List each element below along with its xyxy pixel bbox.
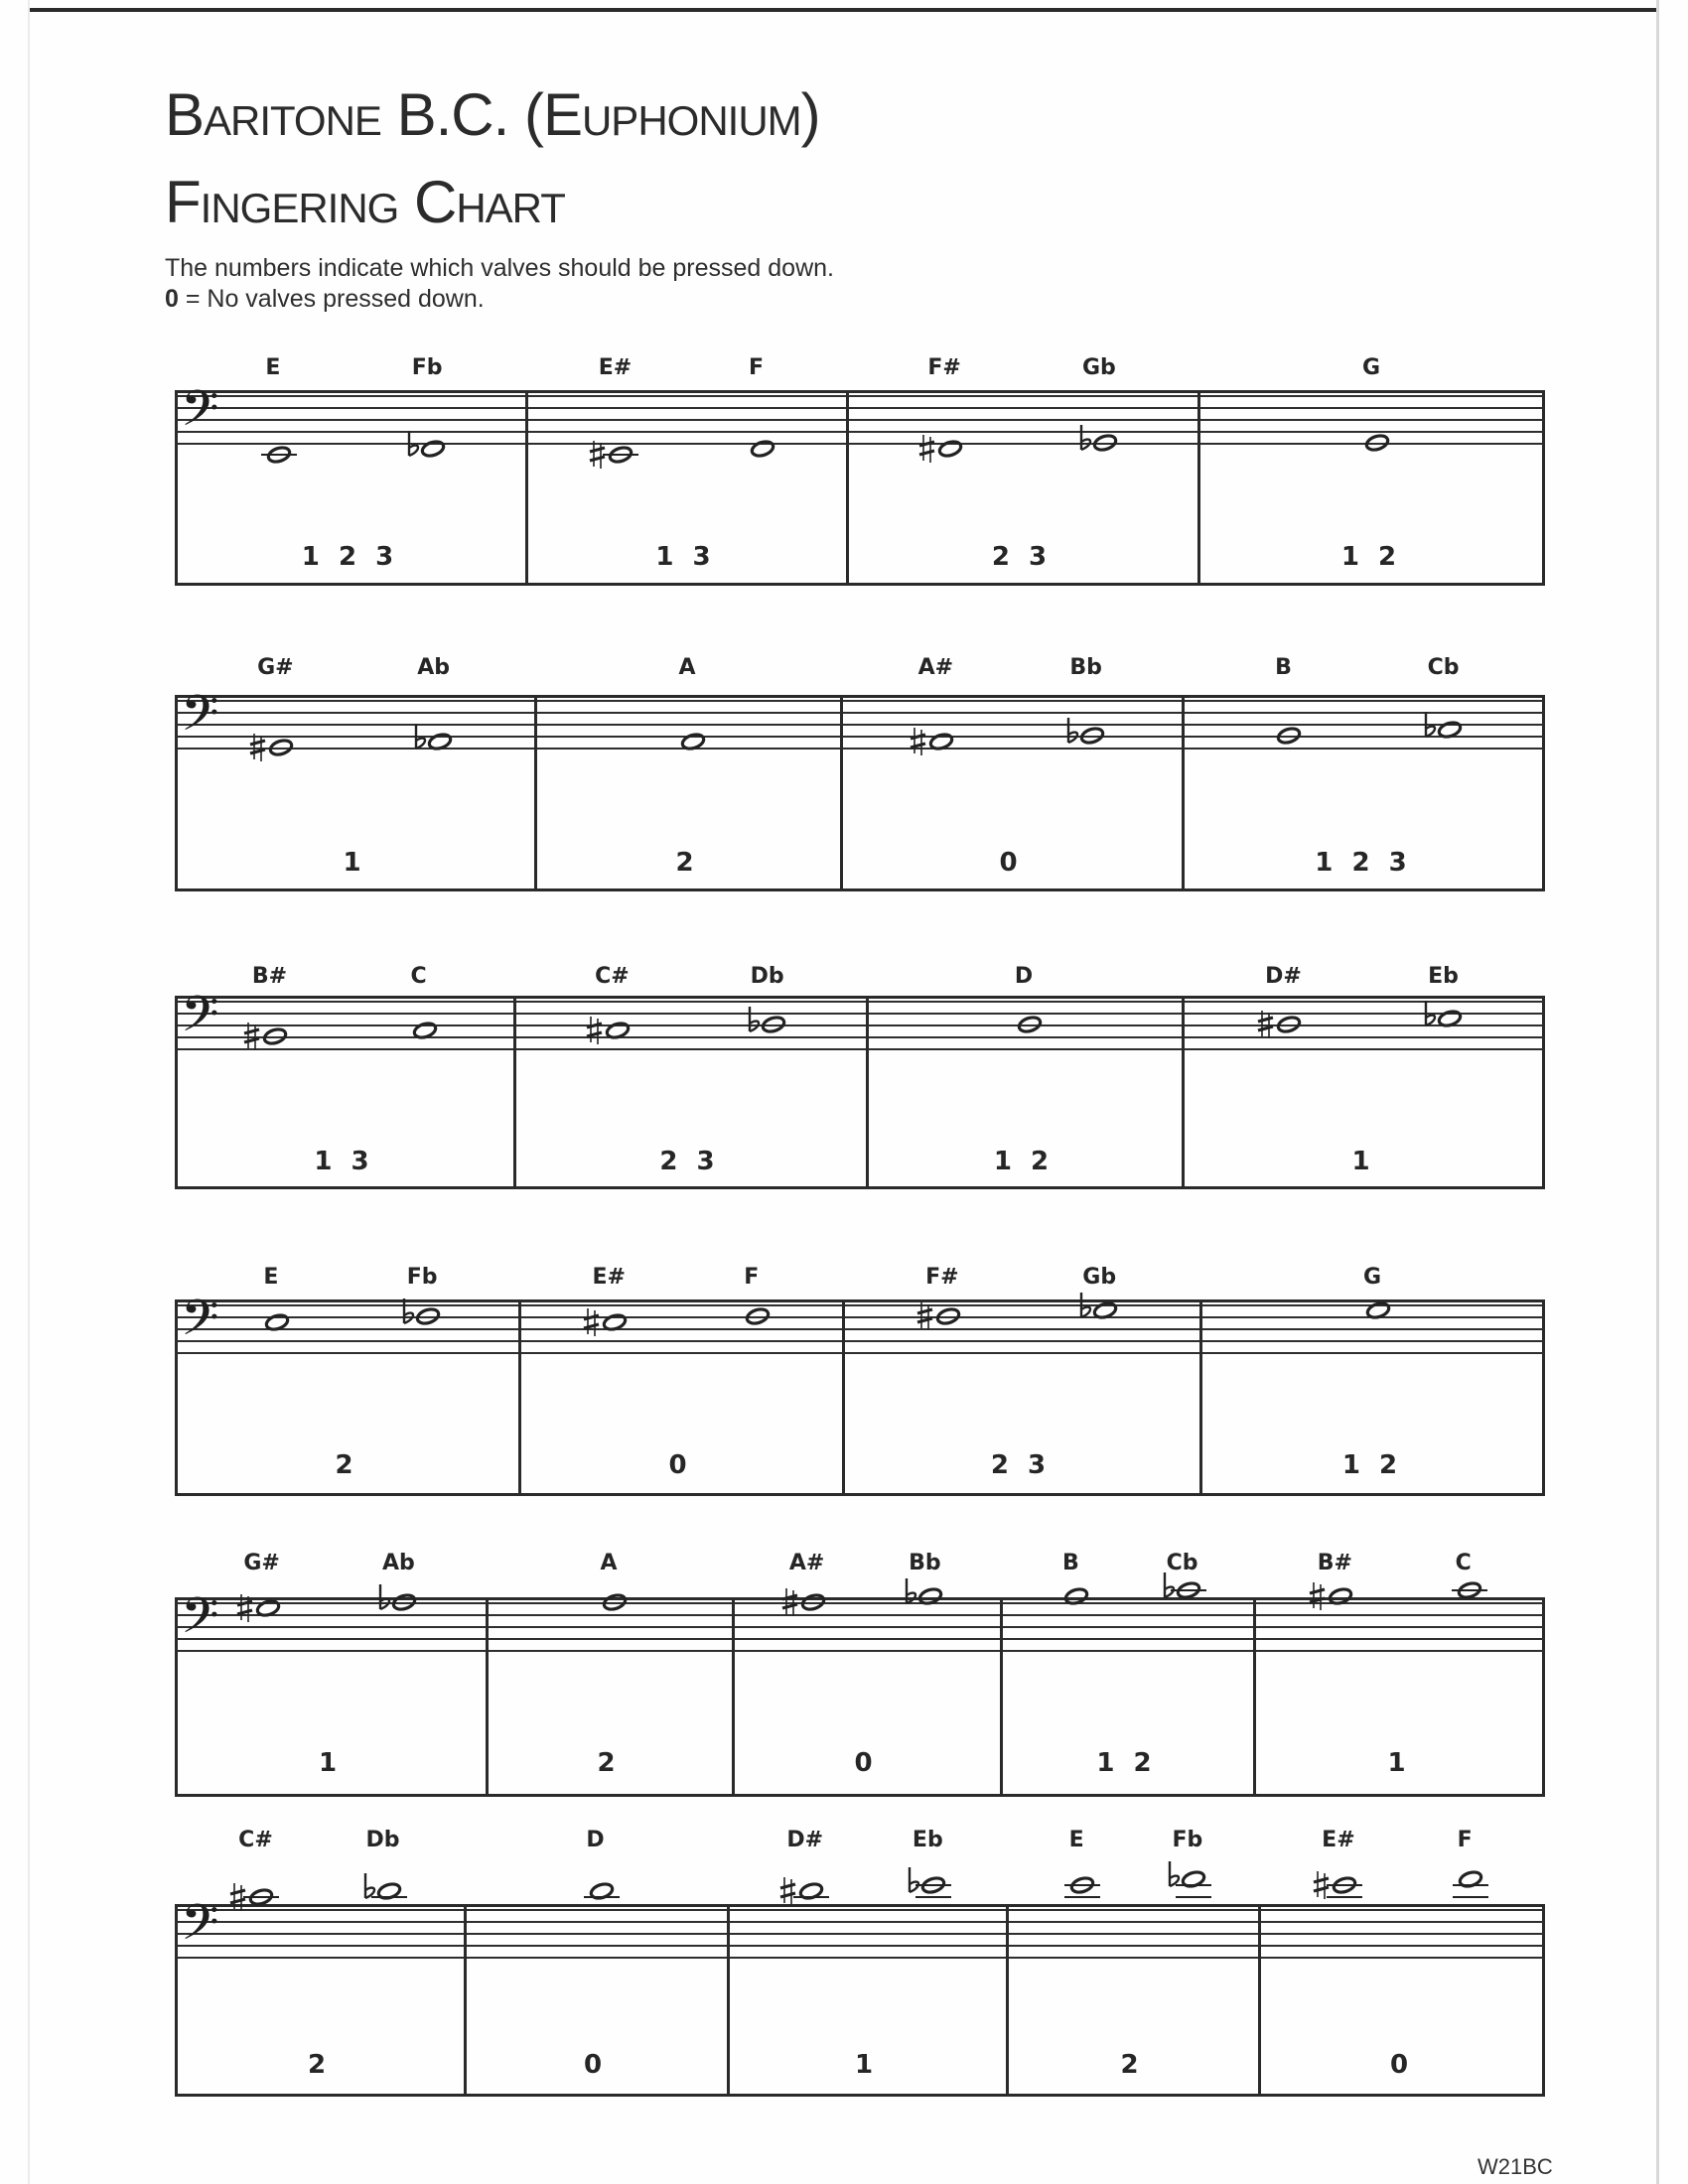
staff-line: [175, 1921, 1545, 1923]
note-name: D#: [786, 1828, 824, 1852]
staff-line: [175, 407, 1545, 409]
flat-icon: [365, 1873, 374, 1898]
note-glyph: [569, 1572, 648, 1632]
note-name: B#: [251, 964, 288, 989]
note-glyph: [768, 1572, 847, 1632]
note-name: B: [1275, 655, 1292, 680]
note-glyph: [1047, 706, 1126, 765]
flat-icon: [404, 1298, 413, 1323]
valve-fingering: 1 3: [314, 1147, 374, 1176]
valve-fingering: 1 2: [1096, 1748, 1157, 1778]
whole-note-icon: [1093, 1300, 1118, 1319]
note-name: Gb: [1082, 1265, 1117, 1290]
cell-divider: [1182, 695, 1185, 891]
flat-icon: [1068, 718, 1077, 743]
bass-clef-icon: 𝄢: [181, 1290, 219, 1359]
note-glyph: [572, 1001, 651, 1060]
whole-note-icon: [1079, 726, 1104, 745]
valve-fingering: 2 3: [659, 1147, 720, 1176]
page-top-rule: [30, 8, 1658, 12]
note-glyph: [905, 419, 984, 478]
note-name: F: [1457, 1828, 1473, 1852]
whole-note-icon: [918, 1586, 943, 1605]
note-glyph: [1333, 1281, 1412, 1340]
cell-divider: [727, 1904, 730, 2097]
note-name: E: [263, 1265, 279, 1290]
whole-note-icon: [938, 439, 963, 458]
note-glyph: [1059, 1281, 1139, 1340]
whole-note-icon: [263, 1026, 288, 1045]
note-glyph: [569, 1293, 648, 1352]
whole-note-icon: [603, 1312, 628, 1331]
note-name: Fb: [411, 355, 443, 380]
flat-icon: [910, 1867, 918, 1892]
note-name: F: [749, 355, 765, 380]
page-edge-right: [1656, 0, 1659, 2184]
note-glyph: [888, 1855, 967, 1915]
note-name: Eb: [1428, 964, 1459, 989]
whole-note-icon: [269, 738, 294, 756]
cell-divider: [840, 695, 843, 891]
whole-note-icon: [929, 732, 954, 751]
valve-fingering: 1: [318, 1748, 343, 1778]
note-name: E#: [592, 1265, 626, 1290]
note-glyph: [1059, 413, 1139, 473]
cell-divider: [1006, 1904, 1009, 2097]
note-glyph: [1404, 989, 1483, 1048]
note-name: Fb: [406, 1265, 438, 1290]
cell-divider: [1000, 1597, 1003, 1797]
bass-clef-icon: 𝄢: [181, 1894, 219, 1964]
cell-divider: [464, 1904, 467, 2097]
cell-divider: [1197, 390, 1200, 586]
valve-fingering: 1 2 3: [301, 542, 399, 572]
flat-icon: [1170, 1861, 1179, 1886]
note-name: E#: [1322, 1828, 1355, 1852]
note-name: C: [1455, 1551, 1472, 1575]
valve-fingering: 0: [854, 1748, 878, 1778]
note-name: A: [600, 1551, 618, 1575]
valve-fingering: 2: [597, 1748, 621, 1778]
note-glyph: [1425, 1849, 1504, 1909]
sharp-icon: [587, 1017, 602, 1044]
whole-note-icon: [606, 1021, 631, 1039]
staff-line: [175, 1650, 1545, 1652]
whole-note-icon: [1365, 433, 1390, 452]
note-glyph: [379, 1001, 459, 1060]
note-glyph: [1031, 1567, 1110, 1626]
whole-note-icon: [603, 1592, 628, 1611]
note-glyph: [885, 1567, 964, 1626]
flat-icon: [1081, 425, 1090, 450]
whole-note-icon: [1329, 1586, 1353, 1605]
note-name: A#: [788, 1551, 825, 1575]
page-edge-left: [28, 0, 30, 2184]
flat-icon: [907, 1578, 915, 1603]
note-glyph: [728, 995, 807, 1054]
valve-fingering: 1 2: [1340, 542, 1402, 572]
note-glyph: [556, 1861, 635, 1921]
flat-icon: [380, 1584, 389, 1609]
note-name: D: [586, 1828, 605, 1852]
note-name: Cb: [1166, 1551, 1198, 1575]
sharp-icon: [1258, 1011, 1273, 1038]
whole-note-icon: [412, 1021, 437, 1039]
note-glyph: [575, 425, 654, 484]
valve-fingering: 1: [343, 848, 366, 878]
flat-icon: [1165, 1572, 1174, 1597]
note-glyph: [231, 1293, 311, 1352]
note-name: Bb: [1069, 655, 1102, 680]
sharp-icon: [230, 1883, 245, 1911]
note-name: C#: [238, 1828, 273, 1852]
note-name: Fb: [1172, 1828, 1203, 1852]
note-glyph: [1243, 706, 1323, 765]
whole-note-icon: [681, 732, 706, 751]
cell-divider: [534, 695, 537, 891]
note-name: F#: [925, 1265, 959, 1290]
note-name: G#: [257, 655, 294, 680]
valve-fingering: 2: [675, 848, 699, 878]
note-name: A: [678, 655, 696, 680]
cell-divider: [842, 1299, 845, 1496]
whole-note-icon: [1437, 1009, 1462, 1027]
whole-note-icon: [745, 1306, 770, 1325]
intro-legend-zero: 0: [165, 285, 179, 313]
whole-note-icon: [935, 1306, 960, 1325]
valve-fingering: 1 2: [993, 1147, 1055, 1176]
valve-fingering: 0: [1389, 2050, 1414, 2080]
note-glyph: [344, 1861, 423, 1921]
whole-note-icon: [1437, 720, 1462, 739]
whole-note-icon: [1092, 433, 1117, 452]
intro-legend: [165, 287, 485, 312]
cell-divider: [732, 1597, 735, 1797]
valve-fingering: 2: [1120, 2050, 1144, 2080]
note-glyph: [903, 1287, 982, 1346]
valve-fingering: 2 3: [990, 1450, 1052, 1480]
note-name: D#: [1265, 964, 1302, 989]
whole-note-icon: [1277, 726, 1302, 745]
note-glyph: [235, 718, 315, 777]
note-glyph: [1424, 1561, 1503, 1620]
bass-clef-icon: 𝄢: [181, 380, 219, 450]
staff-line: [175, 1933, 1545, 1935]
sharp-icon: [244, 1023, 259, 1050]
cell-divider: [1253, 1597, 1256, 1797]
sharp-icon: [237, 1594, 252, 1622]
cell-divider: [1199, 1299, 1202, 1496]
intro-legend-text: = No valves pressed down.: [178, 285, 485, 313]
note-glyph: [1404, 700, 1483, 759]
sharp-icon: [584, 1308, 599, 1336]
whole-note-icon: [427, 732, 452, 751]
cell-divider: [1182, 996, 1185, 1189]
staff-line: [175, 724, 1545, 726]
flat-icon: [1426, 712, 1435, 737]
cell-divider: [518, 1299, 521, 1496]
sharp-icon: [780, 1877, 795, 1905]
note-glyph: [358, 1572, 438, 1632]
note-glyph: [382, 1287, 462, 1346]
valve-fingering: 1 3: [655, 542, 716, 572]
flat-icon: [1081, 1293, 1090, 1317]
note-name: A#: [917, 655, 954, 680]
staff-line: [175, 1957, 1545, 1959]
staff-line: [175, 1945, 1545, 1947]
cell-divider: [486, 1597, 489, 1797]
note-name: Db: [750, 964, 784, 989]
sharp-icon: [1314, 1871, 1329, 1899]
page-code: W21BC: [1477, 2154, 1553, 2179]
intro-text: The numbers indicate which valves should be pressed down.: [165, 254, 834, 282]
note-glyph: [222, 1578, 302, 1638]
sharp-icon: [590, 441, 605, 469]
valve-fingering: 2: [335, 1450, 358, 1480]
whole-note-icon: [416, 1306, 441, 1325]
note-name: G#: [243, 1551, 280, 1575]
note-glyph: [1295, 1567, 1374, 1626]
valve-fingering: 1 2 3: [1315, 848, 1412, 878]
note-glyph: [1332, 413, 1411, 473]
note-glyph: [647, 712, 727, 771]
staff-line: [175, 1352, 1545, 1354]
note-name: D: [1014, 964, 1034, 989]
note-name: E: [265, 355, 281, 380]
whole-note-icon: [750, 439, 774, 458]
whole-note-icon: [1018, 1015, 1043, 1033]
sharp-icon: [250, 734, 265, 761]
note-glyph: [1037, 1855, 1116, 1915]
note-name: Ab: [417, 655, 451, 680]
note-name: G: [1362, 1265, 1382, 1290]
valve-fingering: 0: [999, 848, 1023, 878]
bass-clef-icon: 𝄢: [181, 1587, 219, 1657]
staff-line: [175, 1340, 1545, 1342]
note-glyph: [394, 712, 474, 771]
cell-divider: [846, 390, 849, 586]
note-glyph: [717, 419, 796, 478]
cell-divider: [1258, 1904, 1261, 2097]
valve-fingering: 1: [854, 2050, 879, 2080]
valve-fingering: 1 2: [1341, 1450, 1403, 1480]
note-name: Cb: [1427, 655, 1460, 680]
staff-line: [175, 395, 1545, 397]
whole-note-icon: [392, 1592, 417, 1611]
staff-line: [175, 700, 1545, 702]
whole-note-icon: [1366, 1300, 1391, 1319]
whole-note-icon: [421, 439, 446, 458]
valve-fingering: 1: [1387, 1748, 1411, 1778]
whole-note-icon: [255, 1598, 280, 1617]
note-glyph: [215, 1867, 295, 1927]
note-glyph: [1143, 1561, 1222, 1620]
staff-line: [175, 748, 1545, 750]
whole-note-icon: [1064, 1586, 1089, 1605]
note-name: B#: [1317, 1551, 1352, 1575]
valve-fingering: 2: [307, 2050, 332, 2080]
sharp-icon: [1310, 1582, 1325, 1610]
cell-divider: [513, 996, 516, 1189]
sharp-icon: [911, 728, 925, 755]
whole-note-icon: [264, 1312, 289, 1331]
valve-fingering: 1: [1351, 1147, 1375, 1176]
sharp-icon: [919, 435, 934, 463]
note-name: Gb: [1081, 355, 1116, 380]
page-title-line-2: Fingering Chart: [165, 169, 565, 235]
flat-icon: [750, 1007, 759, 1031]
note-name: Db: [365, 1828, 400, 1852]
flat-icon: [416, 724, 425, 749]
note-name: C#: [595, 964, 630, 989]
cell-divider: [525, 390, 528, 586]
note-glyph: [387, 419, 467, 478]
valve-fingering: 0: [668, 1450, 692, 1480]
note-name: E: [1068, 1828, 1084, 1852]
sharp-icon: [917, 1302, 932, 1330]
note-name: E#: [598, 355, 633, 380]
note-glyph: [229, 1007, 309, 1066]
note-glyph: [1243, 995, 1323, 1054]
valve-fingering: 0: [583, 2050, 608, 2080]
staff-line: [175, 1638, 1545, 1640]
staff-line: [175, 712, 1545, 714]
bass-clef-icon: 𝄢: [181, 986, 219, 1055]
cell-divider: [866, 996, 869, 1189]
note-name: G: [1361, 355, 1381, 380]
bass-clef-icon: 𝄢: [181, 685, 219, 754]
note-name: F: [744, 1265, 760, 1290]
note-glyph: [233, 425, 313, 484]
note-name: Bb: [909, 1551, 941, 1575]
note-glyph: [1148, 1849, 1227, 1909]
note-name: Ab: [381, 1551, 415, 1575]
whole-note-icon: [761, 1015, 785, 1033]
page-title-line-1: Baritone B.C. (Euphonium): [165, 81, 820, 148]
whole-note-icon: [800, 1592, 825, 1611]
note-name: F#: [927, 355, 961, 380]
note-glyph: [896, 712, 975, 771]
valve-fingering: 2 3: [991, 542, 1053, 572]
note-glyph: [1299, 1855, 1378, 1915]
flat-icon: [409, 431, 418, 456]
whole-note-icon: [1277, 1015, 1302, 1033]
note-glyph: [766, 1861, 845, 1921]
staff-line: [175, 736, 1545, 738]
note-glyph: [712, 1287, 791, 1346]
note-name: Eb: [912, 1828, 943, 1852]
note-name: C: [410, 964, 427, 989]
sharp-icon: [782, 1588, 797, 1616]
flat-icon: [1426, 1001, 1435, 1025]
note-glyph: [984, 995, 1063, 1054]
note-name: B: [1062, 1551, 1079, 1575]
